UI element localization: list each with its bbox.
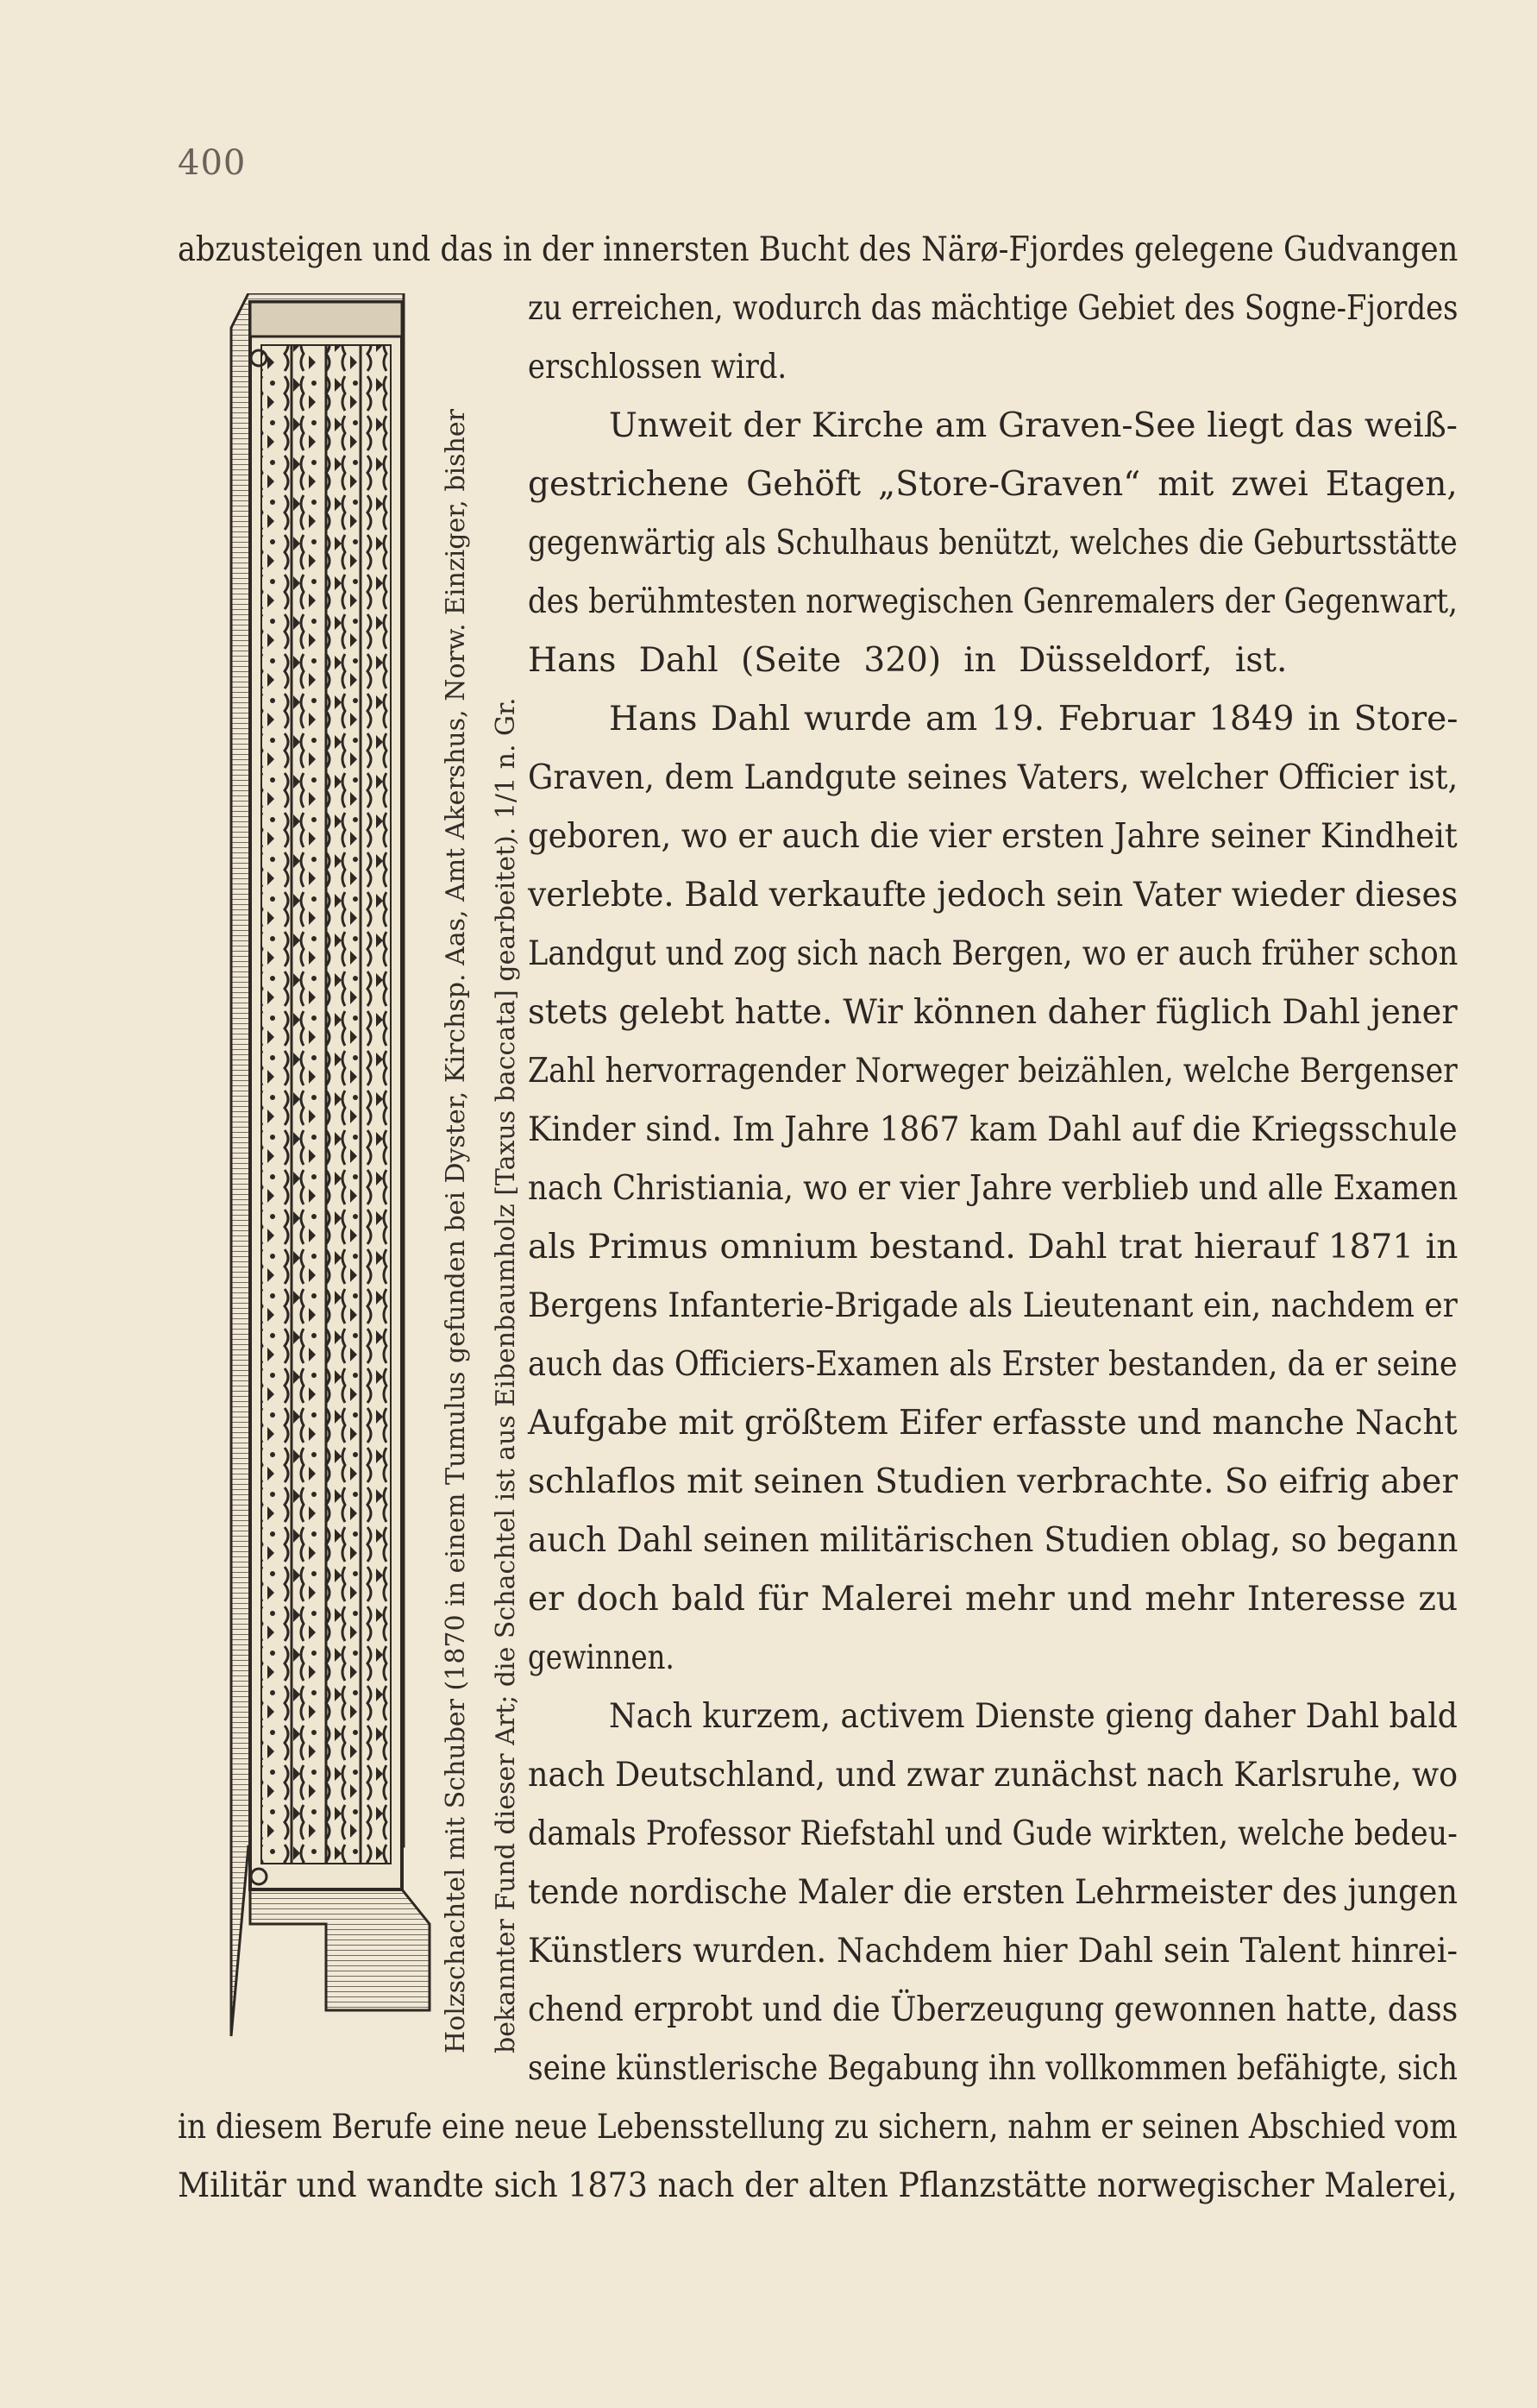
text-line: auch das Officiers-Examen als Erster bestanden, da er seine <box>528 1345 1458 1384</box>
text-line: Militär und wandte sich 1873 nach der alten Pflanzstätte norwegischer Malerei, <box>178 2166 1458 2205</box>
text-line: damals Professor Riefstahl und Gude wirkten, welche bedeu- <box>528 1814 1458 1853</box>
text-line: geboren, wo er auch die vier ersten Jahre seiner Kindheit <box>528 817 1458 856</box>
text-line: Unweit der Kirche am Graven-See liegt das weiß- <box>609 406 1458 445</box>
text-line: Graven, dem Landgute seines Vaters, welcher Officier ist, <box>528 758 1459 797</box>
text-line: er doch bald für Malerei mehr und mehr Interesse zu <box>528 1580 1459 1619</box>
text-line: auch Dahl seinen militärischen Studien oblag, so begann <box>528 1521 1459 1560</box>
text-line: Künstlers wurden. Nachdem hier Dahl sein Talent hinrei- <box>528 1932 1459 1971</box>
text-line: verlebte. Bald verkaufte jedoch sein Vater wieder dieses <box>528 876 1459 915</box>
text-line: als Primus omnium bestand. Dahl trat hierauf 1871 in <box>528 1228 1459 1267</box>
text-line: Kinder sind. Im Jahre 1867 kam Dahl auf die Kriegsschule <box>528 1110 1458 1149</box>
text-line: gegenwärtig als Schulhaus benützt, welches die Geburtsstätte <box>528 524 1458 563</box>
page-number: 400 <box>178 143 247 183</box>
text-line: tende nordische Maler die ersten Lehrmeister des jungen <box>528 1873 1459 1912</box>
text-line: schlaflos mit seinen Studien verbrachte. So eifrig aber <box>528 1462 1459 1501</box>
text-line: Bergens Infanterie-Brigade als Lieutenant ein, nachdem er <box>528 1286 1458 1325</box>
figure-caption <box>431 293 531 2053</box>
carved-box-illustration <box>197 293 438 2079</box>
text-line: stets gelebt hatte. Wir können daher füglich Dahl jener <box>528 993 1458 1032</box>
figure-caption-line: bekannter Fund dieser Art; die Schachtel ist aus Eibenbaumholz [Taxus baccata] gearbeitet). 1/1 n. Gr. <box>491 697 521 2053</box>
text-line: des berühmtesten norwegischen Genremalers der Gegenwart, <box>528 582 1458 621</box>
text-line: nach Christiania, wo er vier Jahre verblieb und alle Examen <box>528 1169 1459 1208</box>
text-line: Aufgabe mit größtem Eifer erfasste und manche Nacht <box>528 1404 1458 1443</box>
text-line: gestrichene Gehöft „Store-Graven“ mit zwei Etagen, <box>528 465 1458 504</box>
text-line: erschlossen wird. <box>528 348 787 387</box>
text-line: Nach kurzem, activem Dienste gieng daher Dahl bald <box>609 1697 1458 1736</box>
text-line: Hans Dahl (Seite 320) in Düsseldorf, ist. <box>528 641 1288 680</box>
figure-caption-line: Holzschachtel mit Schuber (1870 in einem Tumulus gefunden bei Dyster, Kirchsp. Aas, Amt Akershus, Norw. Einziger, bisher <box>441 409 471 2053</box>
text-line: abzusteigen und das in der innersten Bucht des Närø-Fjordes gelegene Gudvangen <box>178 230 1459 269</box>
text-line: Zahl hervorragender Norweger beizählen, welche Bergenser <box>528 1052 1458 1091</box>
text-line: zu erreichen, wodurch das mächtige Gebiet des Sogne-Fjordes <box>528 289 1459 328</box>
text-line: nach Deutschland, und zwar zunächst nach Karlsruhe, wo <box>528 1756 1459 1795</box>
text-line: Hans Dahl wurde am 19. Februar 1849 in Store- <box>609 700 1459 739</box>
text-line: gewinnen. <box>528 1638 674 1677</box>
text-line: chend erprobt und die Überzeugung gewonnen hatte, dass <box>528 1990 1459 2029</box>
text-line: Landgut und zog sich nach Bergen, wo er auch früher schon <box>528 934 1459 973</box>
text-line: in diesem Berufe eine neue Lebensstellung zu sichern, nahm er seinen Abschied vom <box>178 2108 1458 2147</box>
text-line: seine künstlerische Begabung ihn vollkommen befähigte, sich <box>528 2049 1458 2088</box>
